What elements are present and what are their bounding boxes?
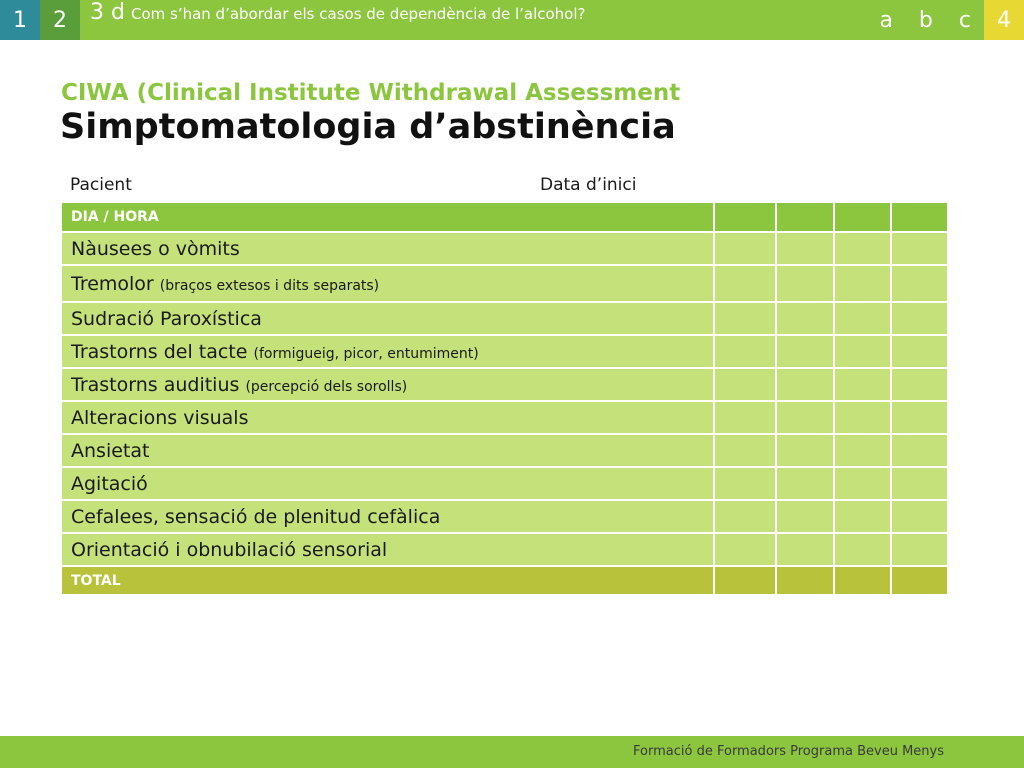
score-cell[interactable] [834,401,891,434]
table-row [61,467,948,500]
score-cell[interactable] [776,434,834,467]
nav-section-1[interactable]: 1 [0,0,40,40]
table-row [61,368,948,401]
score-cell[interactable] [714,401,776,434]
table-row [61,232,948,265]
score-cell[interactable] [776,533,834,566]
start-date-label: Data d’inici [540,175,637,195]
table-total-row [61,566,948,595]
score-cell[interactable] [891,232,948,265]
nav-section-3[interactable] [80,0,586,40]
score-cell[interactable] [891,265,948,302]
row-label: Sudració Paroxística [61,302,714,335]
table-row [61,302,948,335]
nav-section-3-number: 3 d [90,0,125,25]
nav-letters [866,0,984,40]
score-cell[interactable] [834,434,891,467]
header-day-hour: DIA / HORA [61,202,714,232]
table-header-row [61,202,948,232]
nav-letter-c[interactable]: c [958,7,971,33]
nav-letter-a[interactable]: a [879,7,893,33]
score-cell[interactable] [891,434,948,467]
score-cell[interactable] [834,232,891,265]
header-slot[interactable] [834,202,891,232]
score-cell[interactable] [891,533,948,566]
score-cell[interactable] [776,368,834,401]
score-cell[interactable] [776,500,834,533]
score-cell[interactable] [834,533,891,566]
footer-text: Formació de Formadors Programa Beveu Menys [633,744,944,759]
patient-label: Pacient [70,175,132,195]
total-label: TOTAL [61,566,714,595]
nav-section-2[interactable]: 2 [40,0,80,40]
score-cell[interactable] [891,500,948,533]
row-label: Cefalees, sensació de plenitud cefàlica [61,500,714,533]
score-cell[interactable] [834,368,891,401]
row-label: Trastorns del tacte (formigueig, picor, entumiment) [61,335,714,368]
page-subtitle: CIWA (Clinical Institute Withdrawal Assessment [61,80,681,106]
nav-section-4[interactable]: 4 [984,0,1024,40]
table-row [61,265,948,302]
score-cell[interactable] [891,335,948,368]
score-cell[interactable] [714,302,776,335]
score-cell[interactable] [714,368,776,401]
score-cell[interactable] [776,335,834,368]
nav-section-3-title: Com s’han d’abordar els casos de dependència de l’alcohol? [130,5,586,23]
score-cell[interactable] [834,335,891,368]
row-label: Ansietat [61,434,714,467]
header-slot[interactable] [891,202,948,232]
total-cell[interactable] [714,566,776,595]
row-label: Orientació i obnubilació sensorial [61,533,714,566]
score-cell[interactable] [714,533,776,566]
table-row [61,500,948,533]
page-title: Simptomatologia d’abstinència [60,107,676,147]
score-cell[interactable] [776,265,834,302]
score-cell[interactable] [891,302,948,335]
score-cell[interactable] [776,467,834,500]
footer-bar [0,736,1024,768]
total-cell[interactable] [834,566,891,595]
score-cell[interactable] [714,232,776,265]
score-cell[interactable] [714,434,776,467]
row-label: Agitació [61,467,714,500]
row-label: Alteracions visuals [61,401,714,434]
score-cell[interactable] [834,302,891,335]
score-cell[interactable] [714,467,776,500]
score-cell[interactable] [834,500,891,533]
score-cell[interactable] [714,335,776,368]
row-label: Trastorns auditius (percepció dels sorolls) [61,368,714,401]
score-cell[interactable] [714,500,776,533]
score-cell[interactable] [776,232,834,265]
score-cell[interactable] [834,265,891,302]
top-nav-bar [0,0,1024,40]
row-label: Nàusees o vòmits [61,232,714,265]
total-cell[interactable] [776,566,834,595]
row-label: Tremolor (braços extesos i dits separats) [61,265,714,302]
score-cell[interactable] [891,368,948,401]
header-slot[interactable] [776,202,834,232]
table-row [61,533,948,566]
score-cell[interactable] [834,467,891,500]
table-row [61,434,948,467]
header-slot[interactable] [714,202,776,232]
score-cell[interactable] [891,467,948,500]
ciwa-table [60,201,949,596]
nav-letter-b[interactable]: b [918,7,933,33]
score-cell[interactable] [776,401,834,434]
total-cell[interactable] [891,566,948,595]
score-cell[interactable] [776,302,834,335]
score-cell[interactable] [714,265,776,302]
table-row [61,335,948,368]
score-cell[interactable] [891,401,948,434]
table-row [61,401,948,434]
